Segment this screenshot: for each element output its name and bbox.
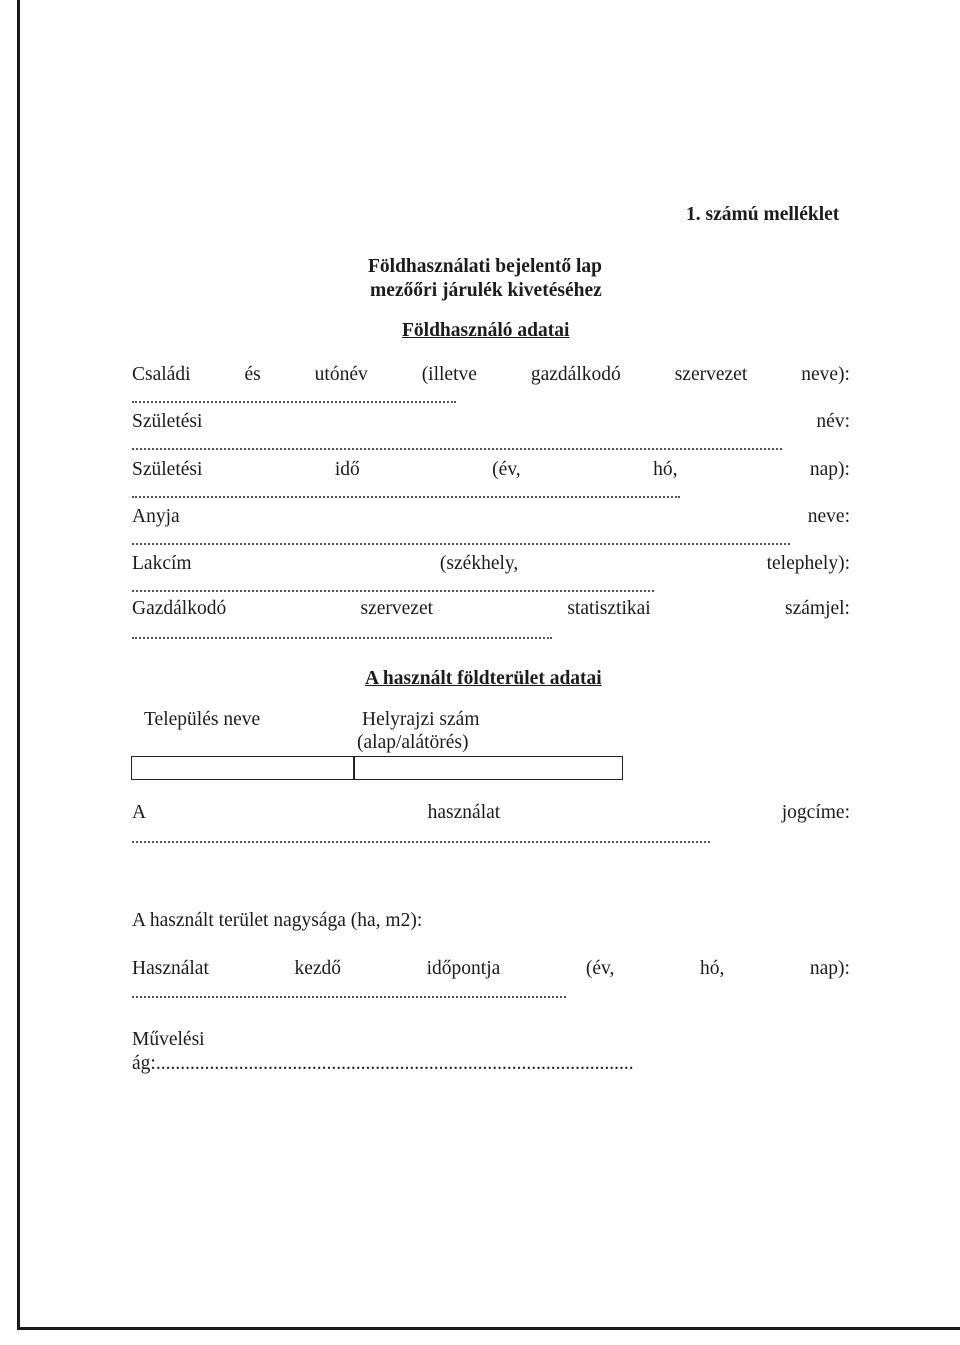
word: neve:	[807, 506, 850, 527]
word: nap):	[809, 958, 850, 979]
word: (székhely,	[439, 553, 519, 574]
col-header-parcel-line1: Helyrajzi szám	[362, 709, 480, 730]
word: jogcíme:	[781, 802, 850, 823]
word: gazdálkodó	[530, 364, 621, 385]
word: Születési	[132, 459, 203, 480]
field-name-line[interactable]	[132, 401, 456, 403]
word: (év,	[585, 958, 615, 979]
word: A	[132, 802, 147, 823]
word: (illetve	[421, 364, 477, 385]
word: időpontja	[426, 958, 501, 979]
annex-label: 1. számú melléklet	[686, 204, 840, 225]
word: szervezet	[360, 598, 434, 619]
field-stat-number-line[interactable]	[132, 637, 552, 639]
word: és	[244, 364, 261, 385]
field-address-line[interactable]	[132, 590, 654, 592]
word: Születési	[132, 411, 203, 432]
field-use-start-line[interactable]	[132, 996, 566, 998]
word: nap):	[809, 459, 850, 480]
word: neve):	[801, 364, 850, 385]
word: szervezet	[674, 364, 748, 385]
word: hó,	[653, 459, 678, 480]
field-use-start-label	[132, 958, 850, 980]
field-use-title-label	[132, 802, 850, 824]
word: statisztikai	[567, 598, 651, 619]
field-mother-name-label	[132, 506, 850, 528]
field-address-label	[132, 553, 850, 575]
page-border-bottom	[17, 1327, 960, 1330]
word: használat	[427, 802, 501, 823]
word: Anyja	[132, 506, 180, 527]
word: (év,	[492, 459, 521, 480]
field-birth-date-line[interactable]	[132, 496, 680, 498]
word: számjel:	[785, 598, 850, 619]
col-header-settlement: Település neve	[144, 709, 261, 730]
field-birth-name-label	[132, 411, 850, 433]
field-use-title-line[interactable]	[132, 841, 710, 843]
field-cultivation-label-line1: Művelési	[132, 1029, 205, 1050]
word: Gazdálkodó	[132, 598, 227, 619]
field-stat-number-label	[132, 598, 850, 620]
page-border-left	[17, 0, 20, 1330]
section-title-land-user: Földhasználó adatai	[402, 320, 570, 341]
field-name-label	[132, 364, 850, 386]
word: telephely):	[766, 553, 850, 574]
field-cultivation-label-line2[interactable]: ág:..................................................................................................	[132, 1053, 634, 1074]
form-title-line1: Földhasználati bejelentő lap	[368, 256, 603, 277]
word: utónév	[314, 364, 368, 385]
field-mother-name-line[interactable]	[132, 543, 790, 545]
form-title-line2: mezőőri járulék kivetéséhez	[370, 280, 602, 301]
col-header-parcel-line2: (alap/alátörés)	[357, 732, 469, 753]
field-area-label: A használt terület nagysága (ha, m2):	[132, 910, 423, 931]
word: név:	[816, 411, 850, 432]
word: hó,	[699, 958, 725, 979]
word: Használat	[132, 958, 209, 979]
settlement-input-box[interactable]	[131, 756, 355, 780]
field-birth-date-label	[132, 459, 850, 481]
word: kezdő	[294, 958, 342, 979]
field-birth-name-line[interactable]	[132, 448, 782, 450]
parcel-number-input-box[interactable]	[353, 756, 623, 780]
word: Családi	[132, 364, 191, 385]
word: idő	[334, 459, 360, 480]
section-title-land-data: A használt földterület adatai	[365, 668, 602, 689]
word: Lakcím	[132, 553, 192, 574]
